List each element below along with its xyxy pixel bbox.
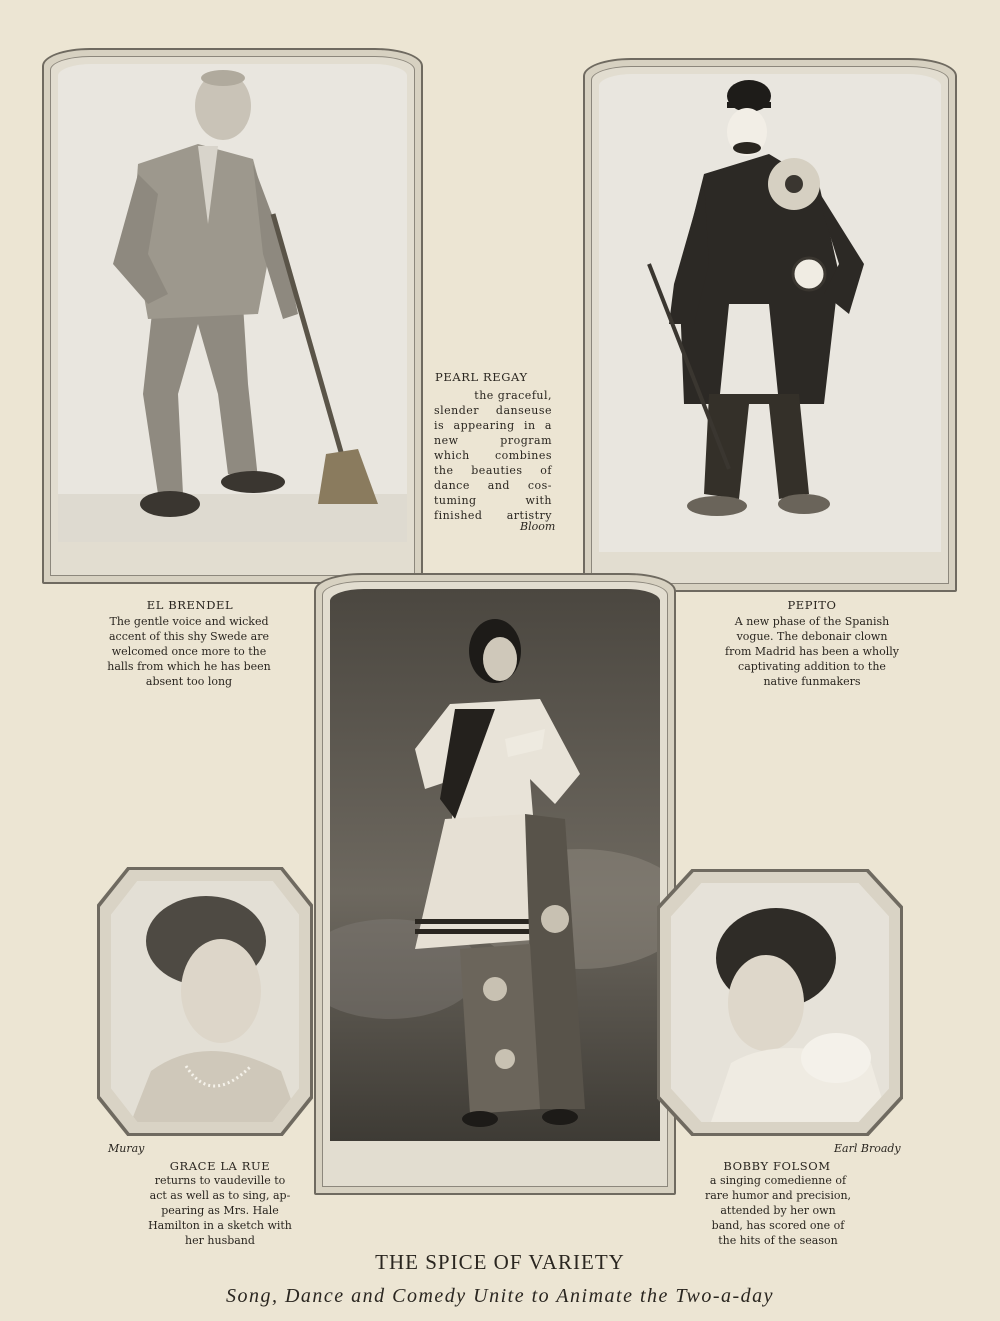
pepito-name: PEPITO xyxy=(787,598,837,612)
caption-line: absent too long xyxy=(145,675,233,688)
caption-line: attended by her own xyxy=(720,1204,836,1217)
grace-la-rue-credit: Muray xyxy=(108,1142,145,1155)
caption-line: her husband xyxy=(185,1234,255,1247)
pepito-caption xyxy=(722,614,902,689)
caption-line: tuming with xyxy=(434,494,552,507)
bobby-folsom-photo xyxy=(671,883,889,1122)
pearl-regay-photo xyxy=(330,589,660,1141)
caption-line: a singing comedienne of xyxy=(709,1174,847,1187)
el-brendel-photo-frame xyxy=(42,48,423,584)
caption-line: act as well as to sing, ap- xyxy=(149,1189,291,1202)
grace-la-rue-portrait xyxy=(111,881,299,1122)
bobby-folsom-photo-frame xyxy=(657,869,903,1136)
page-headline: THE SPICE OF VARIETY xyxy=(375,1250,625,1274)
pearl-regay-figure xyxy=(330,589,660,1141)
caption-line: dance and cos- xyxy=(434,479,552,492)
caption-line: The gentle voice and wicked xyxy=(109,615,269,628)
caption-line: vogue. The debonair clown xyxy=(736,630,888,643)
bobby-folsom-credit: Earl Broady xyxy=(834,1142,901,1155)
page-subheadline: Song, Dance and Comedy Unite to Animate the Two-a-day xyxy=(225,1285,775,1307)
caption-line: accent of this shy Swede are xyxy=(108,630,270,643)
caption-line: band, has scored one of xyxy=(711,1219,845,1232)
caption-line: halls from which he has been xyxy=(107,660,271,673)
grace-la-rue-photo xyxy=(111,881,299,1122)
caption-line: returns to vaudeville to xyxy=(154,1174,286,1187)
grace-la-rue-name: GRACE LA RUE xyxy=(169,1159,271,1173)
caption-line: new program xyxy=(434,434,552,447)
caption-line: welcomed once more to the xyxy=(111,645,267,658)
bobby-folsom-caption xyxy=(680,1173,876,1248)
pearl-regay-caption xyxy=(434,388,552,523)
pepito-photo-frame xyxy=(583,58,957,592)
bobby-folsom-portrait xyxy=(671,883,889,1122)
caption-line: is appearing in a xyxy=(434,419,552,432)
pepito-figure xyxy=(599,74,941,552)
caption-line: pearing as Mrs. Hale xyxy=(161,1204,279,1217)
grace-la-rue-caption xyxy=(132,1173,308,1248)
bobby-folsom-name: BOBBY FOLSOM xyxy=(723,1159,831,1173)
el-brendel-name: EL BRENDEL xyxy=(146,598,234,612)
grace-la-rue-photo-frame xyxy=(97,867,313,1136)
caption-line: from Madrid has been a wholly xyxy=(725,645,899,658)
pepito-photo xyxy=(599,74,941,552)
caption-line: the beauties of xyxy=(434,464,552,477)
caption-line: finished artistry xyxy=(434,509,552,522)
caption-line: the hits of the season xyxy=(718,1234,838,1247)
pearl-regay-credit: Bloom xyxy=(520,520,556,533)
caption-line: native funmakers xyxy=(763,675,861,688)
caption-line: slender danseuse xyxy=(434,404,552,417)
el-brendel-caption xyxy=(100,614,278,689)
caption-line: captivating addition to the xyxy=(738,660,886,673)
el-brendel-photo xyxy=(58,64,407,542)
caption-line: A new phase of the Spanish xyxy=(734,615,890,628)
el-brendel-figure xyxy=(58,64,407,542)
caption-line: rare humor and precision, xyxy=(704,1189,852,1202)
pearl-regay-name: PEARL REGAY xyxy=(435,370,528,384)
caption-line: Hamilton in a sketch with xyxy=(148,1219,292,1232)
pearl-regay-photo-frame xyxy=(314,573,676,1195)
caption-line: the graceful, xyxy=(474,389,552,402)
caption-line: which combines xyxy=(434,449,552,462)
